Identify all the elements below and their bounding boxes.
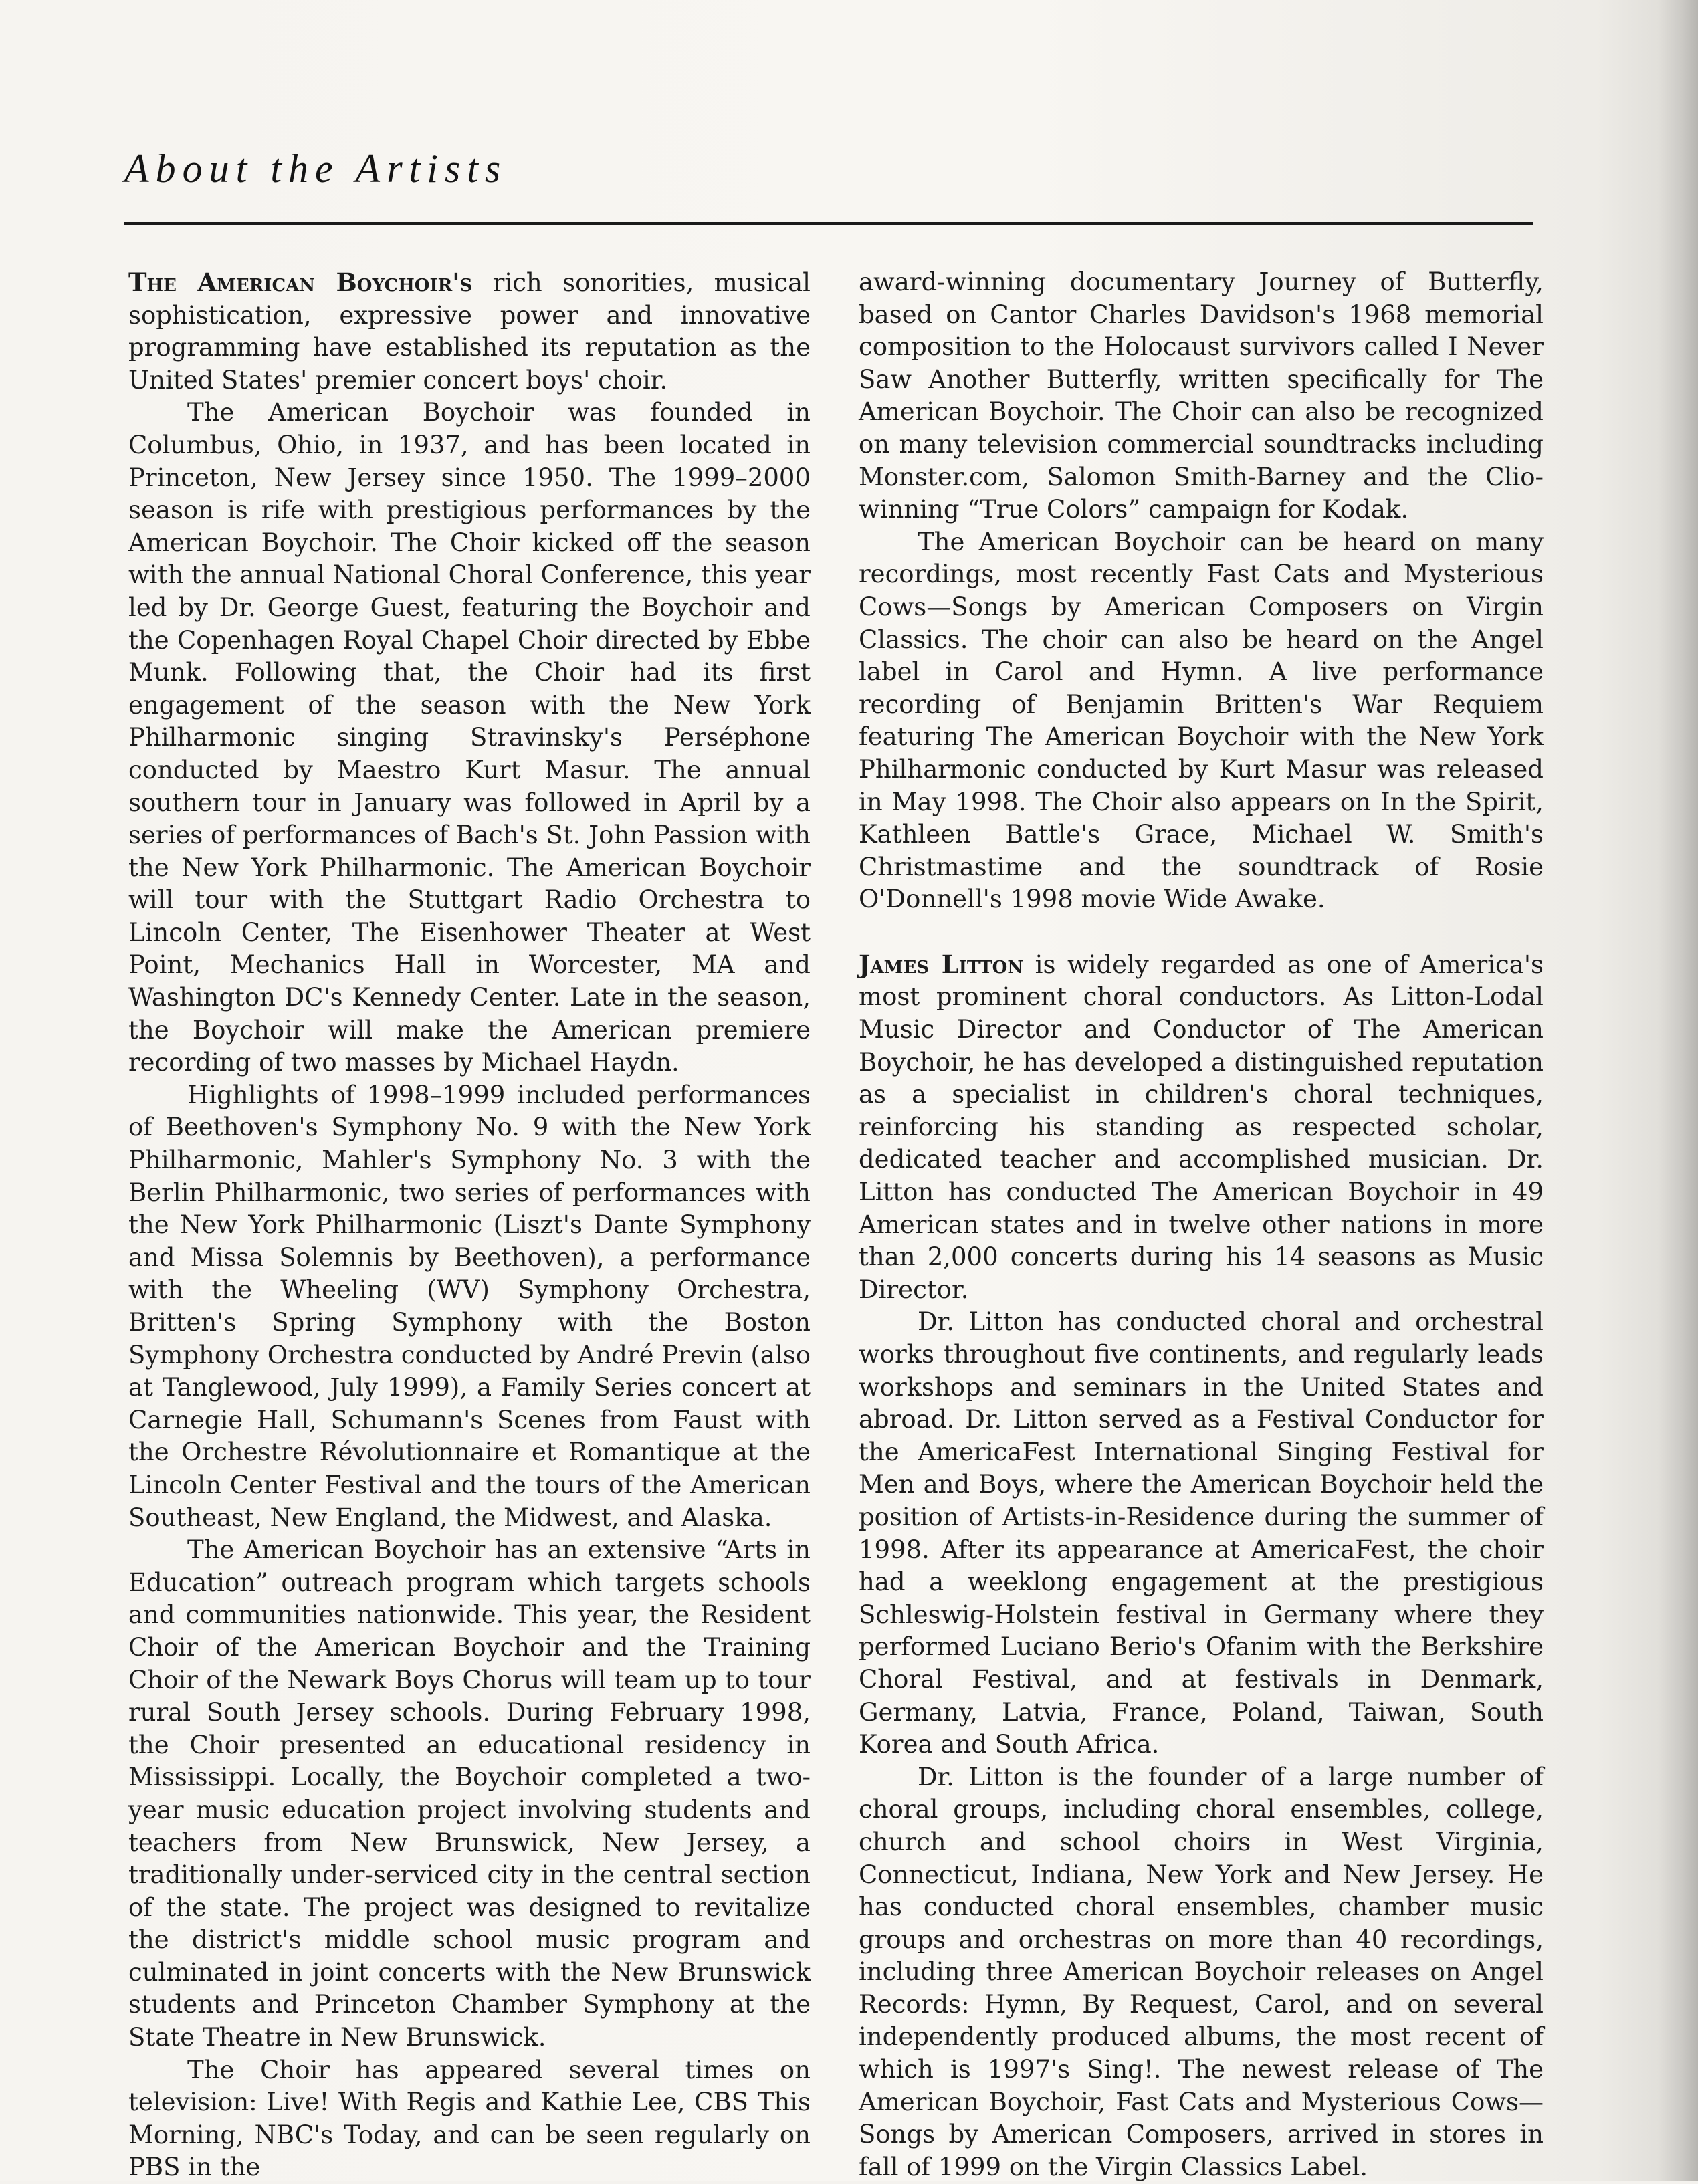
- paragraph-history: The American Boychoir was founded in Columbus, Ohio, in 1937, and has been located in Princeton, New Jersey since 1950. The 1999–2000 season is rife with prestigious performances by the American Boychoir. The Choir kicked off the season with the annual National Choral Conference, this year led by Dr. George Guest, featuring the Boychoir and the Copenhagen Royal Chapel Choir directed by Ebbe Munk. Following that, the Choir had its first engagement of the season with the New York Philharmonic singing Stravinsky's Perséphone conducted by Maestro Kurt Masur. The annual southern tour in January was followed in April by a series of performances of Bach's St. John Passion with the New York Philharmonic. The American Boychoir will tour with the Stuttgart Radio Orchestra to Lincoln Center, The Eisenhower Theater at West Point, Mechanics Hall in Worcester, MA and Washington DC's Kennedy Center. Late in the season, the Boychoir will make the American premiere recording of two masses by Michael Haydn.: [128, 398, 811, 1077]
- paragraph-litton-conducting: Dr. Litton has conducted choral and orchestral works throughout five continents, and regularly leads workshops and seminars in the United States and abroad. Dr. Litton served as a Festival Conductor for the AmericaFest International Singing Festival for Men and Boys, where the American Boychoir held the position of Artists-in-Residence during the summer of 1998. After its appearance at AmericaFest, the choir had a weeklong engagement at the prestigious Schleswig-Holstein festival in Germany where they performed Luciano Berio's Ofanim with the Berkshire Choral Festival, and at festivals in Denmark, Germany, Latvia, France, Poland, Taiwan, South Korea and South Africa.: [859, 1307, 1544, 1759]
- lead-litton: James Litton: [859, 949, 1024, 979]
- paragraph-litton-founder: Dr. Litton is the founder of a large number of choral groups, including choral ensembles, college, church and school choirs in West Virginia, Connecticut, Indiana, New York and New Jersey. He has conducted choral ensembles, chamber music groups and orchestras on more than 40 recordings, including three American Boychoir releases on Angel Records: Hymn, By Request, Carol, and on several independently produced albums, the most recent of which is 1997's Sing!. The newest release of The American Boychoir, Fast Cats and Mysterious Cows—Songs by American Composers, arrived in stores in fall of 1999 on the Virgin Classics Label.: [859, 1762, 1544, 2181]
- paragraph-recordings: The American Boychoir can be heard on many recordings, most recently Fast Cats and Mysterious Cows—Songs by American Composers on Virgin Classics. The choir can also be heard on the Angel label in Carol and Hymn. A live performance recording of Benjamin Britten's War Requiem featuring The American Boychoir with the New York Philharmonic conducted by Kurt Masur was released in May 1998. The Choir also appears on In the Spirit, Kathleen Battle's Grace, Michael W. Smith's Christmastime and the soundtrack of Rosie O'Donnell's 1998 movie Wide Awake.: [859, 527, 1544, 914]
- left-column: [128, 266, 811, 2184]
- paragraph-documentary: award-winning documentary Journey of Butterfly, based on Cantor Charles Davidson's 1968 memorial composition to the Holocaust survivors called I Never Saw Another Butterfly, written specifically for The American Boychoir. The Choir can also be recognized on many television commercial soundtracks including Monster.com, Salomon Smith-Barney and the Clio-winning “True Colors” campaign for Kodak.: [859, 267, 1544, 524]
- page-spine-shadow: [1658, 0, 1698, 2181]
- paragraph-boychoir-intro: The American Boychoir's rich sonorities, musical sophistication, expressive power and innovative programming have established its reputation as the United States' premier concert boys' choir.: [128, 267, 811, 395]
- right-column: [859, 266, 1544, 2183]
- heading-rule: [124, 222, 1533, 225]
- section-heading: About the Artists: [124, 146, 508, 191]
- paragraph-litton-intro: James Litton is widely regarded as one of America's most prominent choral conductors. As Litton-Lodal Music Director and Conductor of The American Boychoir, he has developed a distinguished reputation as a specialist in children's choral techniques, reinforcing his standing as respected scholar, dedicated teacher and accomplished musician. Dr. Litton has conducted The American Boychoir in 49 American states and in twelve other nations in more than 2,000 concerts during his 14 seasons as Music Director.: [859, 949, 1544, 1304]
- lead-boychoir: The American Boychoir's: [128, 267, 473, 297]
- paragraph-education: The American Boychoir has an extensive “Arts in Education” outreach program which targets schools and communities nationwide. This year, the Resident Choir of the American Boychoir and the Training Choir of the Newark Boys Chorus will team up to tour rural South Jersey schools. During February 1998, the Choir presented an educational residency in Mississippi. Locally, the Boychoir completed a two-year music education project involving students and teachers from New Brunswick, New Jersey, a traditionally under-serviced city in the central section of the state. The project was designed to revitalize the district's middle school music program and culminated in joint concerts with the New Brunswick students and Princeton Chamber Symphony at the State Theatre in New Brunswick.: [128, 1535, 811, 2052]
- paragraph-television: The Choir has appeared several times on television: Live! With Regis and Kathie Lee, CBS This Morning, NBC's Today, and can be seen regularly on PBS in the: [128, 2055, 811, 2182]
- paragraph-highlights: Highlights of 1998–1999 included performances of Beethoven's Symphony No. 9 with the New York Philharmonic, Mahler's Symphony No. 3 with the Berlin Philharmonic, two series of performances with the New York Philharmonic (Liszt's Dante Symphony and Missa Solemnis by Beethoven), a performance with the Wheeling (WV) Symphony Orchestra, Britten's Spring Symphony with the Boston Symphony Orchestra conducted by André Previn (also at Tanglewood, July 1999), a Family Series concert at Carnegie Hall, Schumann's Scenes from Faust with the Orchestre Révolutionnaire et Romantique at the Lincoln Center Festival and the tours of the American Southeast, New England, the Midwest, and Alaska.: [128, 1080, 811, 1532]
